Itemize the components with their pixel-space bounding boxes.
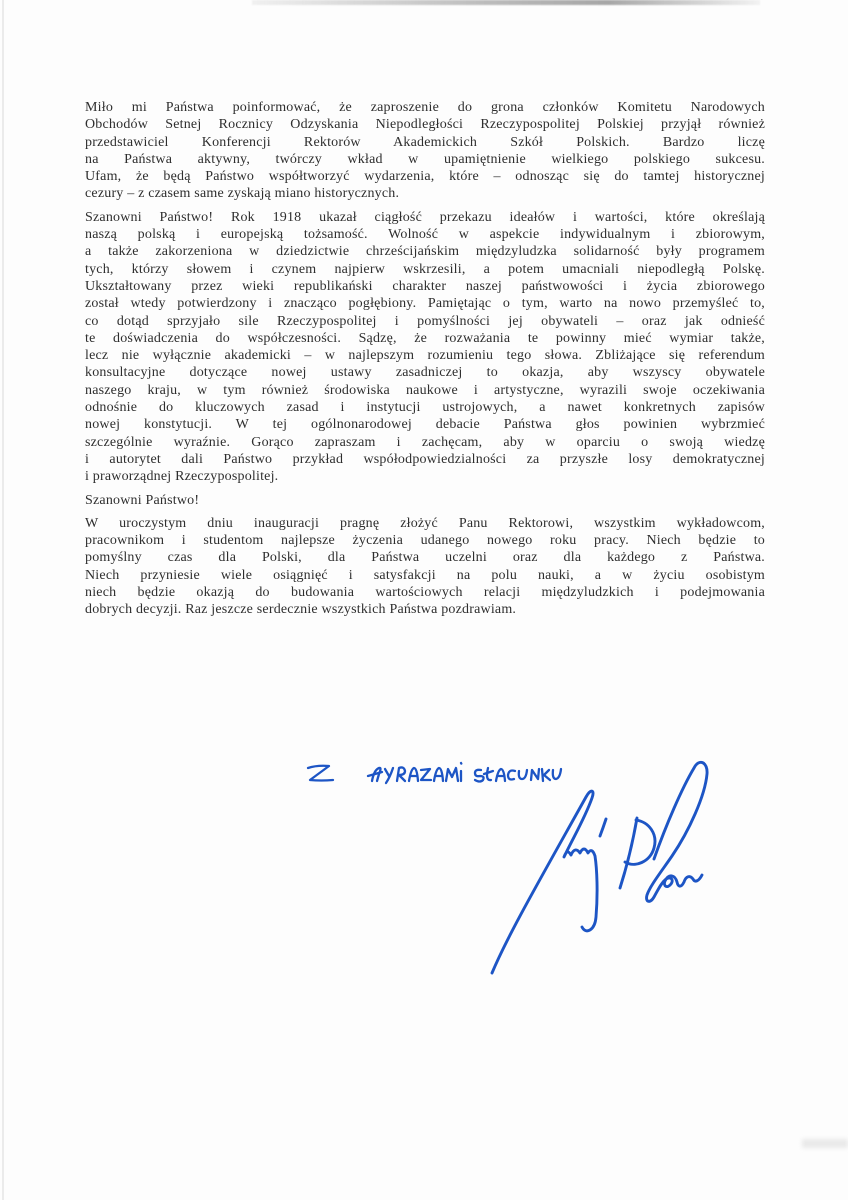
text-line: pomyślny czas dla Polski, dla Państwa uczelni oraz dla każdego z Państwa. bbox=[85, 550, 765, 566]
scan-artifact-left-edge bbox=[2, 0, 4, 1200]
text-line: i praworządnej Rzeczypospolitej. bbox=[85, 469, 279, 485]
paragraph bbox=[85, 515, 765, 619]
text-line: konsultacyjne dotyczące nowej ustawy zasadniczej to okazja, aby wszyscy obywatele bbox=[85, 365, 765, 381]
paragraph bbox=[85, 99, 765, 203]
text-line: na Państwa aktywny, twórczy wkład w upamiętnienie wielkiego polskiego sukcesu. bbox=[85, 151, 765, 167]
text-line: Obchodów Setnej Rocznicy Odzyskania Niepodległości Rzeczypospolitej Polskiej przyjął również bbox=[85, 117, 765, 133]
handwritten-closing-text bbox=[308, 763, 561, 783]
scan-artifact-bottom-corner bbox=[802, 1139, 848, 1148]
text-line: Ufam, że będą Państwo współtworzyć wydarzenia, które – odnosząc się do tamtej historycznej bbox=[85, 169, 765, 185]
text-line: tych, którzy słowem i czynem najpierw wskrzesili, a potem umacniali niepodległą Polskę. bbox=[85, 261, 765, 277]
text-line: i autorytet dali Państwo przykład współodpowiedzialności za przyszłe losy demokratycznej bbox=[85, 451, 765, 467]
handwritten-closing-block bbox=[280, 745, 750, 995]
text-line: niech będzie okazją do budowania wartościowych relacji międzyludzkich i podejmowania bbox=[85, 585, 765, 601]
text-line: przedstawiciel Konferencji Rektorów Akademickich Szkół Polskich. Bardzo liczę bbox=[85, 134, 765, 150]
text-line: szczególnie wyraźnie. Gorąco zapraszam i zachęcam, aby w oparciu o swoją wiedzę bbox=[85, 434, 765, 450]
letter-body bbox=[85, 99, 765, 625]
text-line: został wtedy potwierdzony i znacząco pogłębiony. Pamiętając o tym, warto na nowo przemyśleć to, bbox=[85, 296, 765, 312]
text-line: Niech przyniesie wiele osiągnięć i satysfakcji na polu nauki, a w życiu osobistym bbox=[85, 567, 765, 583]
text-line: nowej konstytucji. W tej ogólnonarodowej debacie Państwa głos powinien wybrzmieć bbox=[85, 417, 765, 433]
text-line: Miło mi Państwa poinformować, że zaproszenie do grona członków Komitetu Narodowych bbox=[85, 100, 765, 115]
text-line: co dotąd sprzyjało sile Rzeczypospolitej i pomyślności jej obywateli – oraz jak odnieść bbox=[85, 313, 765, 329]
text-line: Ukształtowany przez wieki republikański charakter naszej państwowości i życia zbiorowego bbox=[85, 278, 765, 294]
text-line: Szanowni Państwo! Rok 1918 ukazał ciągłość przekazu ideałów i wartości, które określają bbox=[85, 209, 765, 225]
handwritten-signature bbox=[492, 762, 707, 973]
text-line: te doświadczenia do współczesności. Sądzę, że rozważania te powinny mieć wymiar także, bbox=[85, 330, 765, 346]
text-line: odnośnie do kluczowych zasad i instytucji ustrojowych, a nawet konkretnych zapisów bbox=[85, 400, 765, 416]
text-line: naszego kraju, w tym również środowiska naukowe i artystyczne, wyrazili swoje oczekiwania bbox=[85, 382, 765, 398]
paragraph bbox=[85, 492, 765, 509]
text-line: a także zakorzeniona w dziedzictwie chrześcijańskim międzyludzka solidarność były programem bbox=[85, 244, 765, 260]
text-line: Szanowni Państwo! bbox=[85, 492, 200, 508]
text-line: lecz nie wyłącznie akademicki – w najlepszym rozumieniu tego słowa. Zbliżające się referendum bbox=[85, 348, 765, 364]
text-line: pracownikom i studentom najlepsze życzenia udanego nowego roku pracy. Niech będzie to bbox=[85, 533, 765, 549]
text-line: W uroczystym dniu inauguracji pragnę złożyć Panu Rektorowi, wszystkim wykładowcom, bbox=[85, 515, 765, 531]
text-line: dobrych decyzji. Raz jeszcze serdecznie wszystkich Państwa pozdrawiam. bbox=[85, 602, 517, 618]
paragraph bbox=[85, 209, 765, 486]
scan-artifact-top-edge bbox=[252, 0, 760, 5]
text-line: cezury – z czasem same zyskają miano historycznych. bbox=[85, 186, 400, 202]
text-line: naszą polską i europejską tożsamość. Wolność w aspekcie indywidualnym i zbiorowym, bbox=[85, 227, 765, 243]
